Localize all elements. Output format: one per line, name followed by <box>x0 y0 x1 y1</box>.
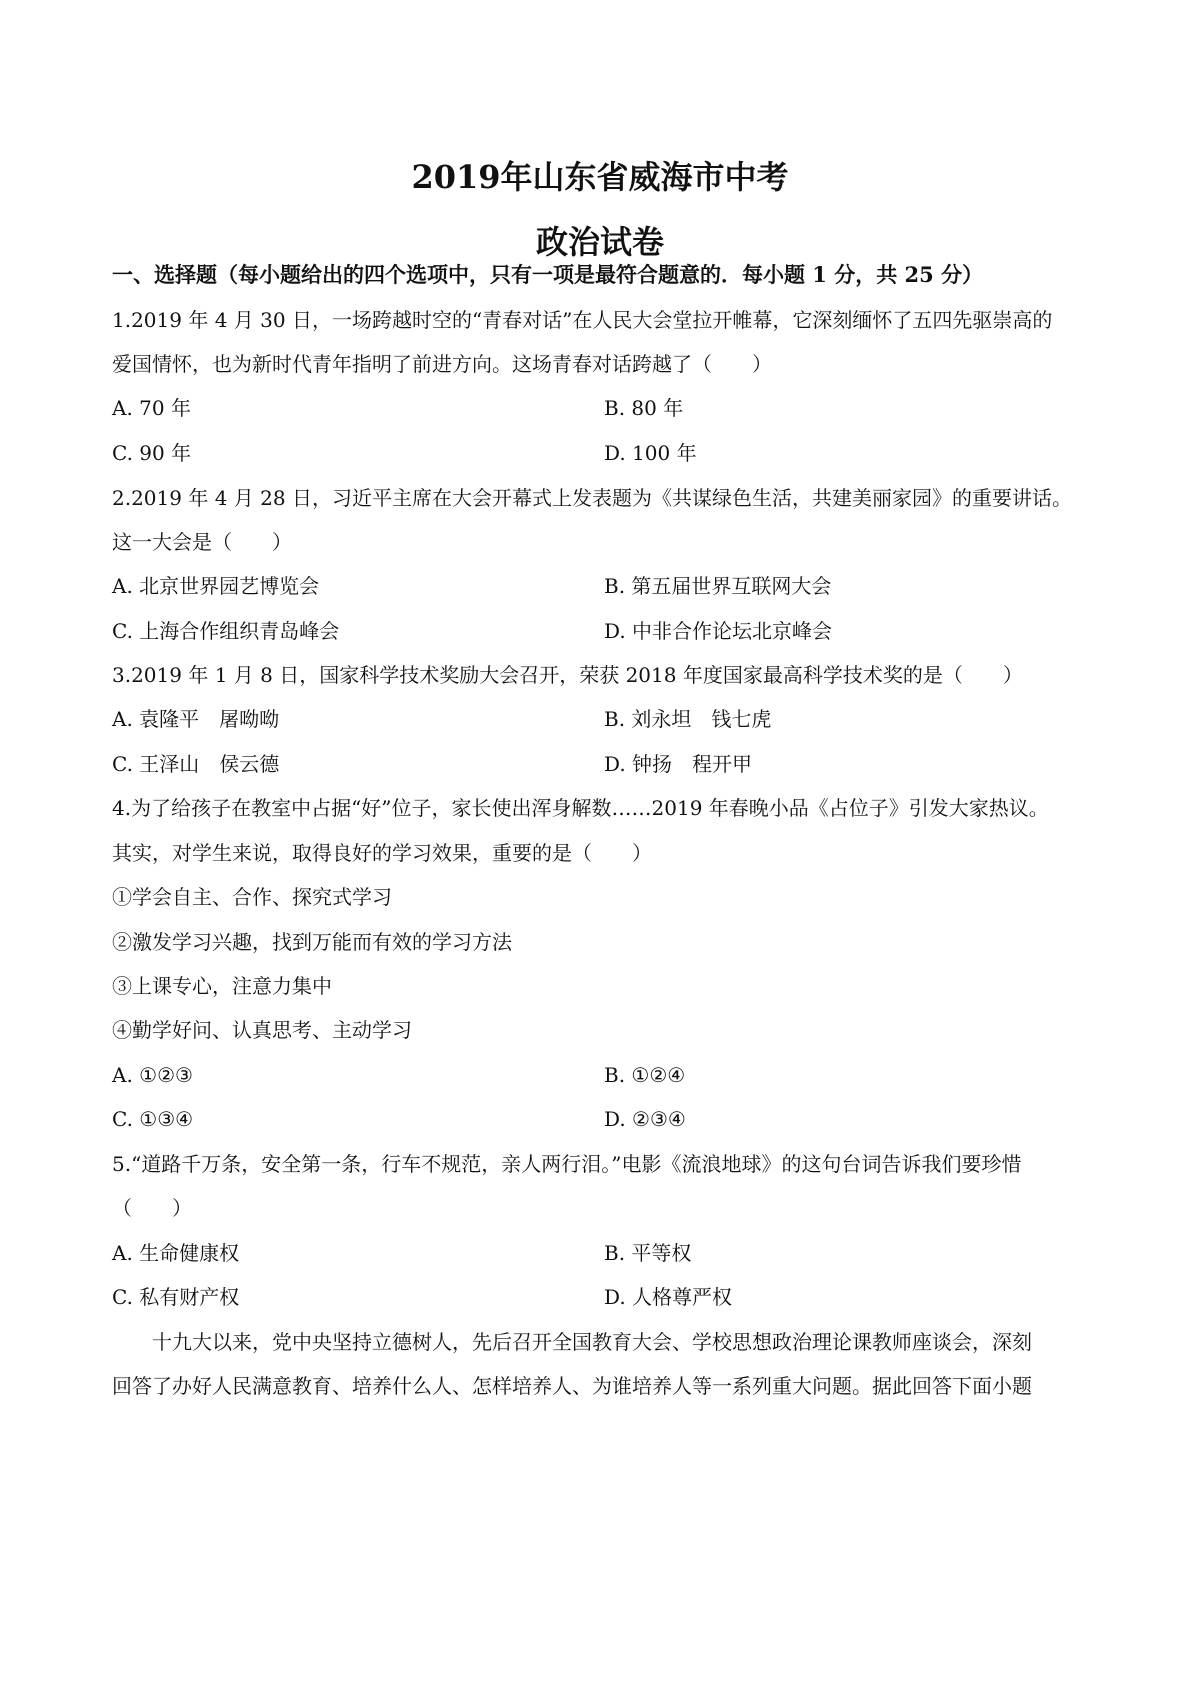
question-1-option-b: B. 80 年 <box>604 396 684 420</box>
question-5-option-c: C. 私有财产权 <box>112 1285 240 1309</box>
question-3-option-d: D. 钟扬 程开甲 <box>604 752 753 776</box>
question-5-stem-line2: （ ） <box>112 1196 192 1220</box>
question-4-item-3: ③上课专心，注意力集中 <box>112 974 332 998</box>
question-2-option-d: D. 中非合作论坛北京峰会 <box>604 619 833 643</box>
question-3-option-a: A. 袁隆平 屠呦呦 <box>112 707 280 731</box>
question-1-option-a: A. 70 年 <box>112 396 191 420</box>
question-3-option-c: C. 王泽山 侯云德 <box>112 752 280 776</box>
passage-line2: 回答了办好人民满意教育、培养什么人、怎样培养人、为谁培养人等一系列重大问题。据此回答下面小题 <box>112 1374 1032 1398</box>
question-4-option-b: B. ①②④ <box>604 1063 686 1087</box>
question-5-option-b: B. 平等权 <box>604 1241 692 1265</box>
question-4-item-4: ④勤学好问、认真思考、主动学习 <box>112 1018 412 1042</box>
question-4-stem-line1: 4.为了给孩子在教室中占据“好”位子，家长使出浑身解数……2019 年春晚小品《占位子》引发大家热议。 <box>112 796 1049 820</box>
question-4-option-a: A. ①②③ <box>112 1063 193 1087</box>
question-2-option-c: C. 上海合作组织青岛峰会 <box>112 619 340 643</box>
question-2-stem-line1: 2.2019 年 4 月 28 日，习近平主席在大会开幕式上发表题为《共谋绿色生活，共建美丽家园》的重要讲话。 <box>112 486 1072 510</box>
question-1-option-c: C. 90 年 <box>112 441 192 465</box>
page-title: 2019年山东省威海市中考 <box>411 158 789 196</box>
question-4-item-1: ①学会自主、合作、探究式学习 <box>112 885 392 909</box>
question-3-stem-line1: 3.2019 年 1 月 8 日，国家科学技术奖励大会召开，荣获 2018 年度国家最高科学技术奖的是（ ） <box>112 663 1023 687</box>
question-2-option-b: B. 第五届世界互联网大会 <box>604 574 832 598</box>
question-2-option-a: A. 北京世界园艺博览会 <box>112 574 320 598</box>
question-5-stem-line1: 5.“道路千万条，安全第一条，行车不规范，亲人两行泪。”电影《流浪地球》的这句台词告诉我们要珍惜 <box>112 1152 1022 1176</box>
question-1-stem-line2: 爱国情怀，也为新时代青年指明了前进方向。这场青春对话跨越了（ ） <box>112 352 772 376</box>
question-4-option-c: C. ①③④ <box>112 1107 194 1131</box>
section-heading: 一、选择题（每小题给出的四个选项中，只有一项是最符合题意的．每小题 1 分，共 25 分） <box>112 262 984 287</box>
question-1-option-d: D. 100 年 <box>604 441 697 465</box>
page-subtitle: 政治试卷 <box>535 223 664 261</box>
question-1-stem-line1: 1.2019 年 4 月 30 日，一场跨越时空的“青春对话”在人民大会堂拉开帷幕，它深刻缅怀了五四先驱崇高的 <box>112 308 1053 332</box>
question-4-stem-line2: 其实，对学生来说，取得良好的学习效果，重要的是（ ） <box>112 841 652 865</box>
question-4-item-2: ②激发学习兴趣，找到万能而有效的学习方法 <box>112 930 512 954</box>
question-5-option-a: A. 生命健康权 <box>112 1241 240 1265</box>
question-4-option-d: D. ②③④ <box>604 1107 686 1131</box>
question-3-option-b: B. 刘永坦 钱七虎 <box>604 707 772 731</box>
passage-line1: 十九大以来，党中央坚持立德树人，先后召开全国教育大会、学校思想政治理论课教师座谈会，深刻 <box>152 1330 1032 1354</box>
question-2-stem-line2: 这一大会是（ ） <box>112 530 292 554</box>
question-5-option-d: D. 人格尊严权 <box>604 1285 733 1309</box>
